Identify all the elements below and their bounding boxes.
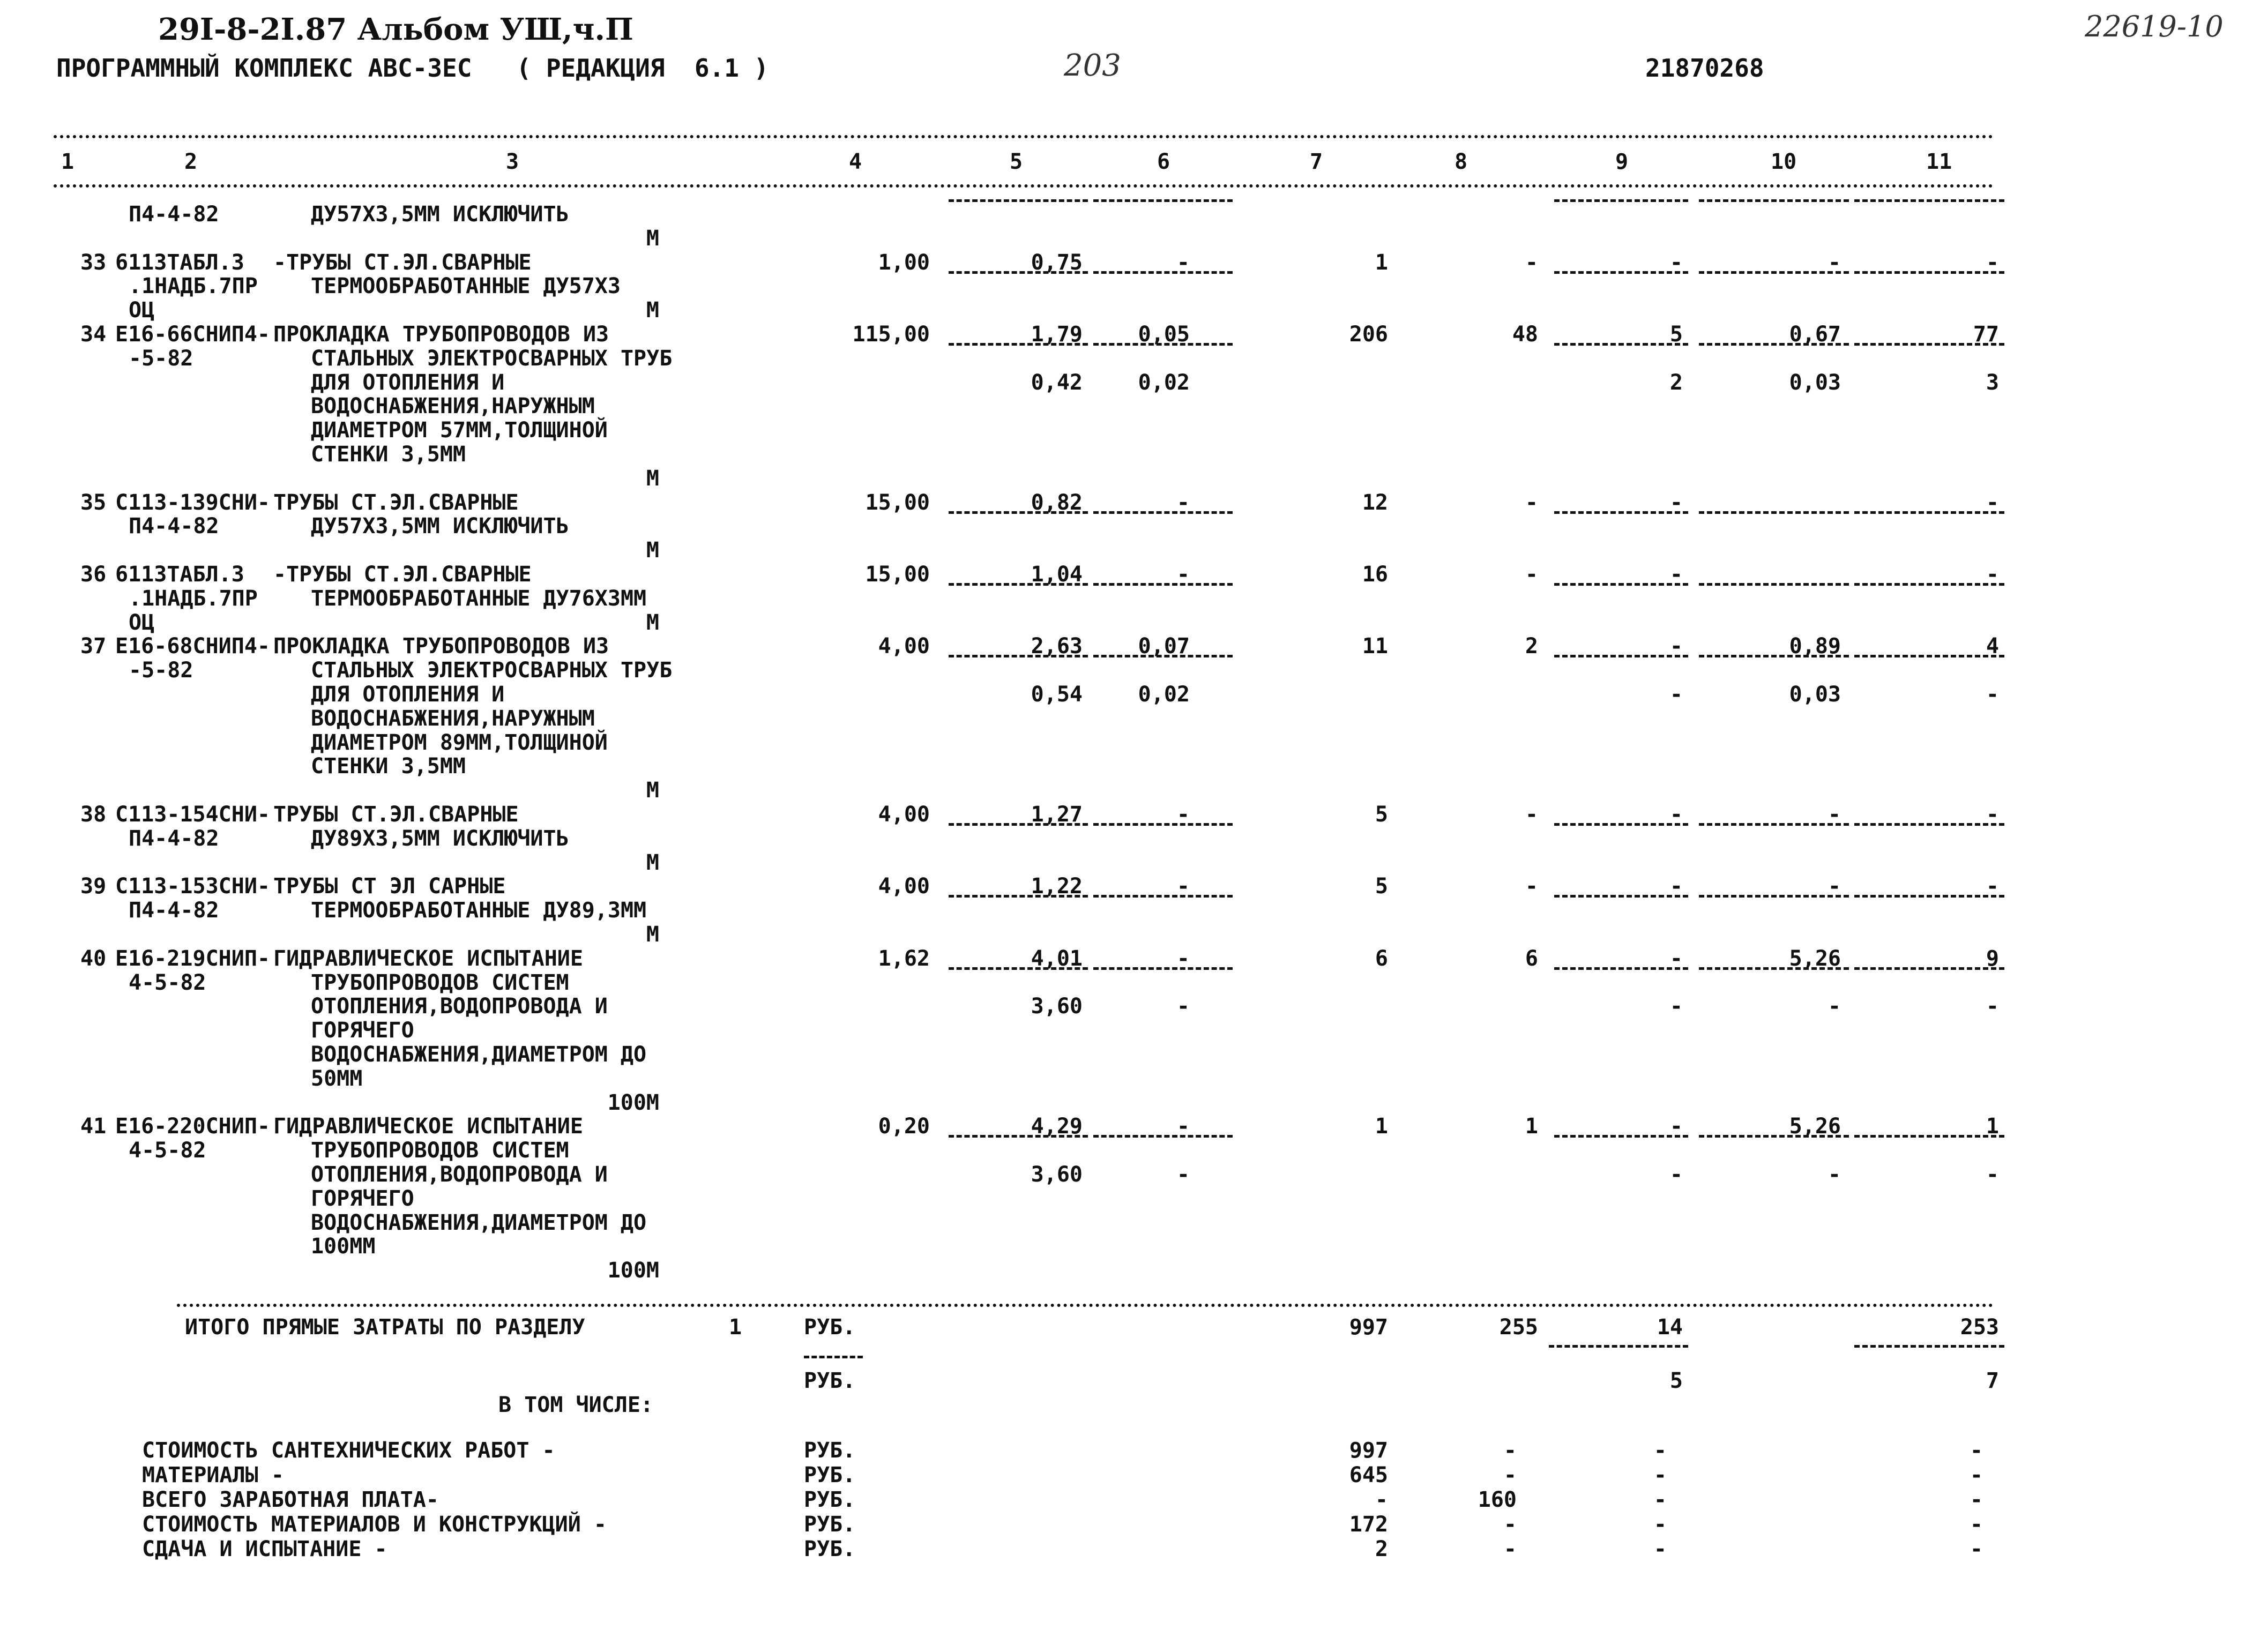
cell-divider — [1093, 1135, 1233, 1138]
row-total-cost: 6 — [1375, 946, 1388, 971]
row-unit-cost: 1,22 — [1031, 874, 1083, 899]
cell-divider — [1093, 199, 1233, 202]
breakdown-hours: - — [1970, 1512, 1983, 1537]
column-header-8: 8 — [1455, 149, 1468, 174]
row-machine-total: - — [1669, 562, 1683, 587]
row-machine-cost: - — [1176, 802, 1190, 827]
row-description: ПРОКЛАДКА ТРУБОПРОВОДОВ ИЗ — [273, 322, 609, 347]
row-total-cost: 1 — [1375, 1114, 1388, 1139]
cell-divider — [1854, 895, 2004, 898]
breakdown-total-cost: - — [1375, 1487, 1388, 1512]
row-wage-hours-total: - — [1986, 994, 1999, 1019]
row-hours-total: 77 — [1973, 322, 1999, 347]
row-unit-cost: 2,63 — [1031, 634, 1083, 659]
cell-divider — [1699, 511, 1849, 514]
row-unit-cost: 4,01 — [1031, 946, 1083, 971]
cell-divider — [1699, 583, 1849, 586]
row-quantity: 115,00 — [852, 322, 930, 347]
row-code-continued: ОЦ — [129, 610, 155, 635]
cell-divider — [1554, 1135, 1688, 1138]
cell-divider — [1554, 655, 1688, 657]
row-number: 33 — [80, 250, 107, 275]
row-quantity: 1,00 — [878, 250, 930, 275]
row-labor-cost: - — [1525, 802, 1538, 827]
breakdown-machine-cost: - — [1653, 1438, 1667, 1463]
row-unit: 100М — [607, 1090, 659, 1115]
row-description-continued: ТРУБОПРОВОДОВ СИСТЕМ — [311, 970, 569, 995]
row-description: ТРУБЫ СТ.ЭЛ.СВАРНЫЕ — [273, 490, 519, 515]
row-machine-total: - — [1669, 802, 1683, 827]
row-description: ДУ57Х3,5ММ ИСКЛЮЧИТЬ — [311, 202, 569, 227]
breakdown-machine-cost: - — [1653, 1512, 1667, 1537]
breakdown-unit: РУБ. — [804, 1512, 856, 1537]
row-unit: М — [646, 466, 659, 491]
row-wage-hours: - — [1828, 994, 1841, 1019]
row-total-cost: 5 — [1375, 802, 1388, 827]
row-wage-hours: 0,03 — [1789, 682, 1841, 707]
totals-hours: 253 — [1960, 1315, 1999, 1340]
row-unit-cost: 1,27 — [1031, 802, 1083, 827]
row-description: ГИДРАВЛИЧЕСКОЕ ИСПЫТАНИЕ — [273, 946, 583, 971]
column-header-7: 7 — [1310, 149, 1323, 174]
row-code: С113-139СНИ- — [115, 490, 270, 515]
row-quantity: 0,20 — [878, 1114, 930, 1139]
breakdown-label: СТОИМОСТЬ МАТЕРИАЛОВ И КОНСТРУКЦИЙ - — [142, 1512, 607, 1537]
row-unit-cost: 1,79 — [1031, 322, 1083, 347]
row-labor-cost: 6 — [1525, 946, 1538, 971]
row-machine-cost: 0,05 — [1138, 322, 1190, 347]
row-machine-cost: - — [1176, 946, 1190, 971]
row-unit-cost: 0,82 — [1031, 490, 1083, 515]
row-wage-hours-total: - — [1986, 682, 1999, 707]
breakdown-unit: РУБ. — [804, 1463, 856, 1487]
cell-divider — [1854, 823, 2004, 826]
row-description-continued: ВОДОСНАБЖЕНИЯ,ДИАМЕТРОМ ДО — [311, 1042, 647, 1067]
row-description-continued: ДЛЯ ОТОПЛЕНИЯ И — [311, 370, 505, 395]
row-description-continued: ТЕРМООБРАБОТАННЫЕ ДУ57Х3 — [311, 274, 621, 298]
row-wage-hours: 0,03 — [1789, 370, 1841, 395]
cell-divider — [949, 823, 1088, 826]
row-unit: М — [646, 778, 659, 803]
breakdown-total-cost: 2 — [1375, 1537, 1388, 1561]
row-code-continued: .1НАДБ.7ПР — [129, 274, 258, 298]
totals-machine-wage: 5 — [1669, 1369, 1683, 1393]
column-header-2: 2 — [184, 149, 198, 174]
row-number: 38 — [80, 802, 107, 827]
header-top-rule — [54, 135, 1994, 138]
totals-currency-2: РУБ. — [804, 1369, 856, 1393]
row-number: 41 — [80, 1114, 107, 1139]
totals-label: ИТОГО ПРЯМЫЕ ЗАТРАТЫ ПО РАЗДЕЛУ — [185, 1315, 585, 1340]
row-unit: М — [646, 226, 659, 251]
cell-divider — [1854, 343, 2004, 346]
row-code-continued: П4-4-82 — [129, 898, 219, 923]
cell-divider — [1699, 271, 1849, 274]
row-description-continued: ВОДОСНАБЖЕНИЯ,ДИАМЕТРОМ ДО — [311, 1210, 647, 1235]
breakdown-labor-cost: - — [1503, 1512, 1517, 1537]
row-machine-cost: - — [1176, 490, 1190, 515]
row-description-continued: ДЛЯ ОТОПЛЕНИЯ И — [311, 682, 505, 707]
row-quantity: 4,00 — [878, 634, 930, 659]
row-description-continued: ДИАМЕТРОМ 57ММ,ТОЛЩИНОЙ — [311, 418, 608, 443]
row-number: 36 — [80, 562, 107, 587]
row-machine-cost: 0,07 — [1138, 634, 1190, 659]
row-code-continued: П4-4-82 — [129, 826, 219, 851]
breakdown-label: СДАЧА И ИСПЫТАНИЕ - — [142, 1537, 387, 1561]
row-machine-cost: - — [1176, 562, 1190, 587]
row-code: Е16-66СНИП4- — [115, 322, 270, 347]
cell-divider — [1699, 199, 1849, 202]
row-labor-hours: - — [1828, 250, 1841, 275]
row-wage-machine: 0,02 — [1138, 682, 1190, 707]
cell-divider — [1554, 343, 1688, 346]
program-line: ПРОГРАММНЫЙ КОМПЛЕКС АВС-ЗЕС ( РЕДАКЦИЯ 6.1 ) — [56, 54, 769, 83]
header-bottom-rule — [54, 184, 1994, 188]
totals-rule — [177, 1304, 1994, 1307]
row-code-continued: ОЦ — [129, 298, 155, 323]
row-hours-total: - — [1986, 490, 1999, 515]
row-wage-total: - — [1669, 682, 1683, 707]
row-description-continued: ДУ89Х3,5ММ ИСКЛЮЧИТЬ — [311, 826, 569, 851]
row-hours-total: 1 — [1986, 1114, 1999, 1139]
row-unit: М — [646, 538, 659, 563]
row-wage-hours-total: - — [1986, 1162, 1999, 1187]
row-hours-total: 9 — [1986, 946, 1999, 971]
breakdown-hours: - — [1970, 1463, 1983, 1487]
row-wage-machine: 0,02 — [1138, 370, 1190, 395]
row-description-continued: 50ММ — [311, 1066, 363, 1091]
breakdown-total-cost: 645 — [1349, 1463, 1388, 1487]
row-number: 37 — [80, 634, 107, 659]
row-machine-total: 5 — [1669, 322, 1683, 347]
cell-divider — [1854, 199, 2004, 202]
row-quantity: 4,00 — [878, 874, 930, 899]
row-description-continued: СТЕНКИ 3,5ММ — [311, 442, 466, 467]
row-machine-total: - — [1669, 250, 1683, 275]
row-description: ТРУБЫ СТ ЭЛ САРНЫЕ — [273, 874, 506, 899]
breakdown-labor-cost: - — [1503, 1537, 1517, 1561]
row-description-continued: СТЕНКИ 3,5ММ — [311, 754, 466, 779]
row-total-cost: 206 — [1349, 322, 1388, 347]
cell-divider — [1093, 343, 1233, 346]
breakdown-unit: РУБ. — [804, 1537, 856, 1561]
row-labor-hours: - — [1828, 802, 1841, 827]
row-code: 6113ТАБЛ.3 — [115, 250, 244, 275]
row-total-cost: 12 — [1362, 490, 1388, 515]
row-unit: 100М — [607, 1258, 659, 1283]
row-unit-cost: 0,75 — [1031, 250, 1083, 275]
row-unit: М — [646, 922, 659, 947]
cell-divider — [1554, 583, 1688, 586]
cell-divider — [949, 895, 1088, 898]
row-description: -ТРУБЫ СТ.ЭЛ.СВАРНЫЕ — [273, 562, 532, 587]
row-wage-hours-total: 3 — [1986, 370, 1999, 395]
cell-divider — [1699, 1135, 1849, 1138]
totals-labor-cost: 255 — [1499, 1315, 1538, 1340]
cell-divider — [1854, 655, 2004, 657]
breakdown-unit: РУБ. — [804, 1487, 856, 1512]
row-description-continued: 100ММ — [311, 1234, 376, 1259]
row-labor-cost: - — [1525, 490, 1538, 515]
cell-divider — [1854, 967, 2004, 970]
row-number: 35 — [80, 490, 107, 515]
breakdown-unit: РУБ. — [804, 1438, 856, 1463]
breakdown-hours: - — [1970, 1438, 1983, 1463]
breakdown-hours: - — [1970, 1487, 1983, 1512]
row-wage-unit: 3,60 — [1031, 994, 1083, 1019]
row-wage-machine: - — [1176, 1162, 1190, 1187]
breakdown-total-cost: 997 — [1349, 1438, 1388, 1463]
row-number: 40 — [80, 946, 107, 971]
cell-divider — [1854, 271, 2004, 274]
row-labor-cost: - — [1525, 562, 1538, 587]
breakdown-total-cost: 172 — [1349, 1512, 1388, 1537]
row-machine-total: - — [1669, 490, 1683, 515]
row-unit-cost: 4,29 — [1031, 1114, 1083, 1139]
row-description-continued: СТАЛЬНЫХ ЭЛЕКТРОСВАРНЫХ ТРУБ — [311, 658, 673, 683]
row-description: ТРУБЫ СТ.ЭЛ.СВАРНЫЕ — [273, 802, 519, 827]
column-header-11: 11 — [1926, 149, 1952, 174]
cell-divider — [1854, 511, 2004, 514]
cell-divider — [1854, 1135, 2004, 1138]
row-machine-total: - — [1669, 874, 1683, 899]
row-machine-total: - — [1669, 634, 1683, 659]
row-labor-cost: - — [1525, 250, 1538, 275]
cell-divider — [1093, 583, 1233, 586]
row-hours-total: - — [1986, 562, 1999, 587]
cell-divider — [1554, 967, 1688, 970]
row-machine-cost: - — [1176, 250, 1190, 275]
row-total-cost: 5 — [1375, 874, 1388, 899]
row-code: П4-4-82 — [129, 202, 219, 227]
cell-divider — [1093, 967, 1233, 970]
row-machine-cost: - — [1176, 874, 1190, 899]
breakdown-label: ВСЕГО ЗАРАБОТНАЯ ПЛАТА- — [142, 1487, 439, 1512]
row-description: -ТРУБЫ СТ.ЭЛ.СВАРНЫЕ — [273, 250, 532, 275]
row-description-continued: ТРУБОПРОВОДОВ СИСТЕМ — [311, 1138, 569, 1163]
row-description: ГИДРАВЛИЧЕСКОЕ ИСПЫТАНИЕ — [273, 1114, 583, 1139]
row-quantity: 15,00 — [865, 490, 930, 515]
cell-divider — [1854, 583, 2004, 586]
row-wage-hours: - — [1828, 1162, 1841, 1187]
row-code: Е16-68СНИП4- — [115, 634, 270, 659]
row-labor-cost: 48 — [1512, 322, 1538, 347]
cell-divider — [949, 1135, 1088, 1138]
cell-divider — [1854, 1345, 2004, 1348]
breakdown-labor-cost: - — [1503, 1438, 1517, 1463]
row-unit: М — [646, 610, 659, 635]
cell-divider — [1093, 823, 1233, 826]
breakdown-hours: - — [1970, 1537, 1983, 1561]
row-code-continued: П4-4-82 — [129, 514, 219, 539]
cell-divider — [1093, 511, 1233, 514]
cell-divider — [1554, 271, 1688, 274]
cell-divider — [949, 271, 1088, 274]
breakdown-label: МАТЕРИАЛЫ - — [142, 1463, 284, 1487]
row-code: С113-154СНИ- — [115, 802, 270, 827]
cell-divider — [1699, 967, 1849, 970]
row-labor-cost: 1 — [1525, 1114, 1538, 1139]
breakdown-labor-cost: - — [1503, 1463, 1517, 1487]
row-wage-total: - — [1669, 994, 1683, 1019]
row-labor-hours: 0,67 — [1789, 322, 1841, 347]
row-description-continued: ТЕРМООБРАБОТАННЫЕ ДУ76Х3ММ — [311, 586, 647, 611]
cell-divider — [1554, 511, 1688, 514]
cell-divider — [949, 511, 1088, 514]
row-description-continued: ТЕРМООБРАБОТАННЫЕ ДУ89,3ММ — [311, 898, 647, 923]
cell-divider — [1549, 1345, 1688, 1348]
cell-divider — [949, 199, 1088, 202]
cell-divider — [1554, 895, 1688, 898]
row-code-continued: -5-82 — [129, 658, 193, 683]
cell-divider — [949, 655, 1088, 657]
row-unit: М — [646, 850, 659, 875]
row-quantity: 15,00 — [865, 562, 930, 587]
row-code: Е16-219СНИП- — [115, 946, 270, 971]
column-header-3: 3 — [506, 149, 519, 174]
row-code-continued: 4-5-82 — [129, 970, 206, 995]
row-total-cost: 1 — [1375, 250, 1388, 275]
row-unit: М — [646, 298, 659, 323]
album-line: 29I-8-2I.87 Альбом УШ,ч.П — [158, 12, 633, 47]
column-header-9: 9 — [1615, 149, 1629, 174]
row-wage-unit: 0,42 — [1031, 370, 1083, 395]
row-code: Е16-220СНИП- — [115, 1114, 270, 1139]
totals-section-number: 1 — [729, 1315, 742, 1340]
row-description-continued: ДИАМЕТРОМ 89ММ,ТОЛЩИНОЙ — [311, 730, 608, 755]
row-description-continued: ОТОПЛЕНИЯ,ВОДОПРОВОДА И — [311, 1162, 608, 1187]
row-labor-hours: 5,26 — [1789, 1114, 1841, 1139]
row-total-cost: 16 — [1362, 562, 1388, 587]
row-quantity: 4,00 — [878, 802, 930, 827]
row-unit-cost: 1,04 — [1031, 562, 1083, 587]
row-total-cost: 11 — [1362, 634, 1388, 659]
row-code-continued: -5-82 — [129, 346, 193, 371]
row-code: 6113ТАБЛ.3 — [115, 562, 244, 587]
totals-total-cost: 997 — [1349, 1315, 1388, 1340]
row-code: С113-153СНИ- — [115, 874, 270, 899]
breakdown-labor-cost: 160 — [1478, 1487, 1517, 1512]
row-machine-total: - — [1669, 1114, 1683, 1139]
cell-divider — [804, 1356, 863, 1358]
cell-divider — [1093, 655, 1233, 657]
row-hours-total: - — [1986, 250, 1999, 275]
row-labor-hours: - — [1828, 874, 1841, 899]
cell-divider — [1554, 199, 1688, 202]
row-wage-machine: - — [1176, 994, 1190, 1019]
cell-divider — [1699, 895, 1849, 898]
row-description-continued: ДУ57Х3,5ММ ИСКЛЮЧИТЬ — [311, 514, 569, 539]
column-header-4: 4 — [849, 149, 862, 174]
cell-divider — [1093, 271, 1233, 274]
cell-divider — [1699, 823, 1849, 826]
document-code: 21870268 — [1645, 54, 1764, 83]
including-heading: В ТОМ ЧИСЛЕ: — [498, 1393, 653, 1417]
row-number: 34 — [80, 322, 107, 347]
totals-currency: РУБ. — [804, 1315, 856, 1340]
breakdown-machine-cost: - — [1653, 1487, 1667, 1512]
breakdown-label: СТОИМОСТЬ САНТЕХНИЧЕСКИХ РАБОТ - — [142, 1438, 555, 1463]
breakdown-machine-cost: - — [1653, 1537, 1667, 1561]
cell-divider — [1554, 823, 1688, 826]
page-number: 203 — [1064, 48, 1121, 83]
cell-divider — [949, 343, 1088, 346]
handwritten-reference: 22619-10 — [2085, 10, 2224, 43]
row-description-continued: ВОДОСНАБЖЕНИЯ,НАРУЖНЫМ — [311, 394, 595, 418]
cell-divider — [1093, 895, 1233, 898]
cell-divider — [949, 967, 1088, 970]
column-header-1: 1 — [61, 149, 74, 174]
row-code-continued: 4-5-82 — [129, 1138, 206, 1163]
row-code-continued: .1НАДБ.7ПР — [129, 586, 258, 611]
row-wage-total: - — [1669, 1162, 1683, 1187]
row-hours-total: - — [1986, 802, 1999, 827]
column-header-6: 6 — [1157, 149, 1170, 174]
row-wage-unit: 0,54 — [1031, 682, 1083, 707]
row-wage-unit: 3,60 — [1031, 1162, 1083, 1187]
row-labor-cost: 2 — [1525, 634, 1538, 659]
totals-hours-wage: 7 — [1986, 1369, 1999, 1393]
row-labor-hours: 5,26 — [1789, 946, 1841, 971]
row-description-continued: ВОДОСНАБЖЕНИЯ,НАРУЖНЫМ — [311, 706, 595, 731]
cell-divider — [1699, 343, 1849, 346]
row-hours-total: 4 — [1986, 634, 1999, 659]
column-header-10: 10 — [1771, 149, 1797, 174]
row-machine-cost: - — [1176, 1114, 1190, 1139]
row-description-continued: ОТОПЛЕНИЯ,ВОДОПРОВОДА И — [311, 994, 608, 1019]
breakdown-machine-cost: - — [1653, 1463, 1667, 1487]
row-hours-total: - — [1986, 874, 1999, 899]
row-description-continued: ГОРЯЧЕГО — [311, 1186, 414, 1211]
cell-divider — [949, 583, 1088, 586]
row-description-continued: ГОРЯЧЕГО — [311, 1018, 414, 1043]
totals-machine-cost: 14 — [1657, 1315, 1683, 1340]
row-machine-total: - — [1669, 946, 1683, 971]
row-number: 39 — [80, 874, 107, 899]
row-labor-hours: 0,89 — [1789, 634, 1841, 659]
row-quantity: 1,62 — [878, 946, 930, 971]
row-description: ПРОКЛАДКА ТРУБОПРОВОДОВ ИЗ — [273, 634, 609, 659]
row-labor-cost: - — [1525, 874, 1538, 899]
row-description-continued: СТАЛЬНЫХ ЭЛЕКТРОСВАРНЫХ ТРУБ — [311, 346, 673, 371]
row-wage-total: 2 — [1669, 370, 1683, 395]
cell-divider — [1699, 655, 1849, 657]
column-header-5: 5 — [1010, 149, 1023, 174]
